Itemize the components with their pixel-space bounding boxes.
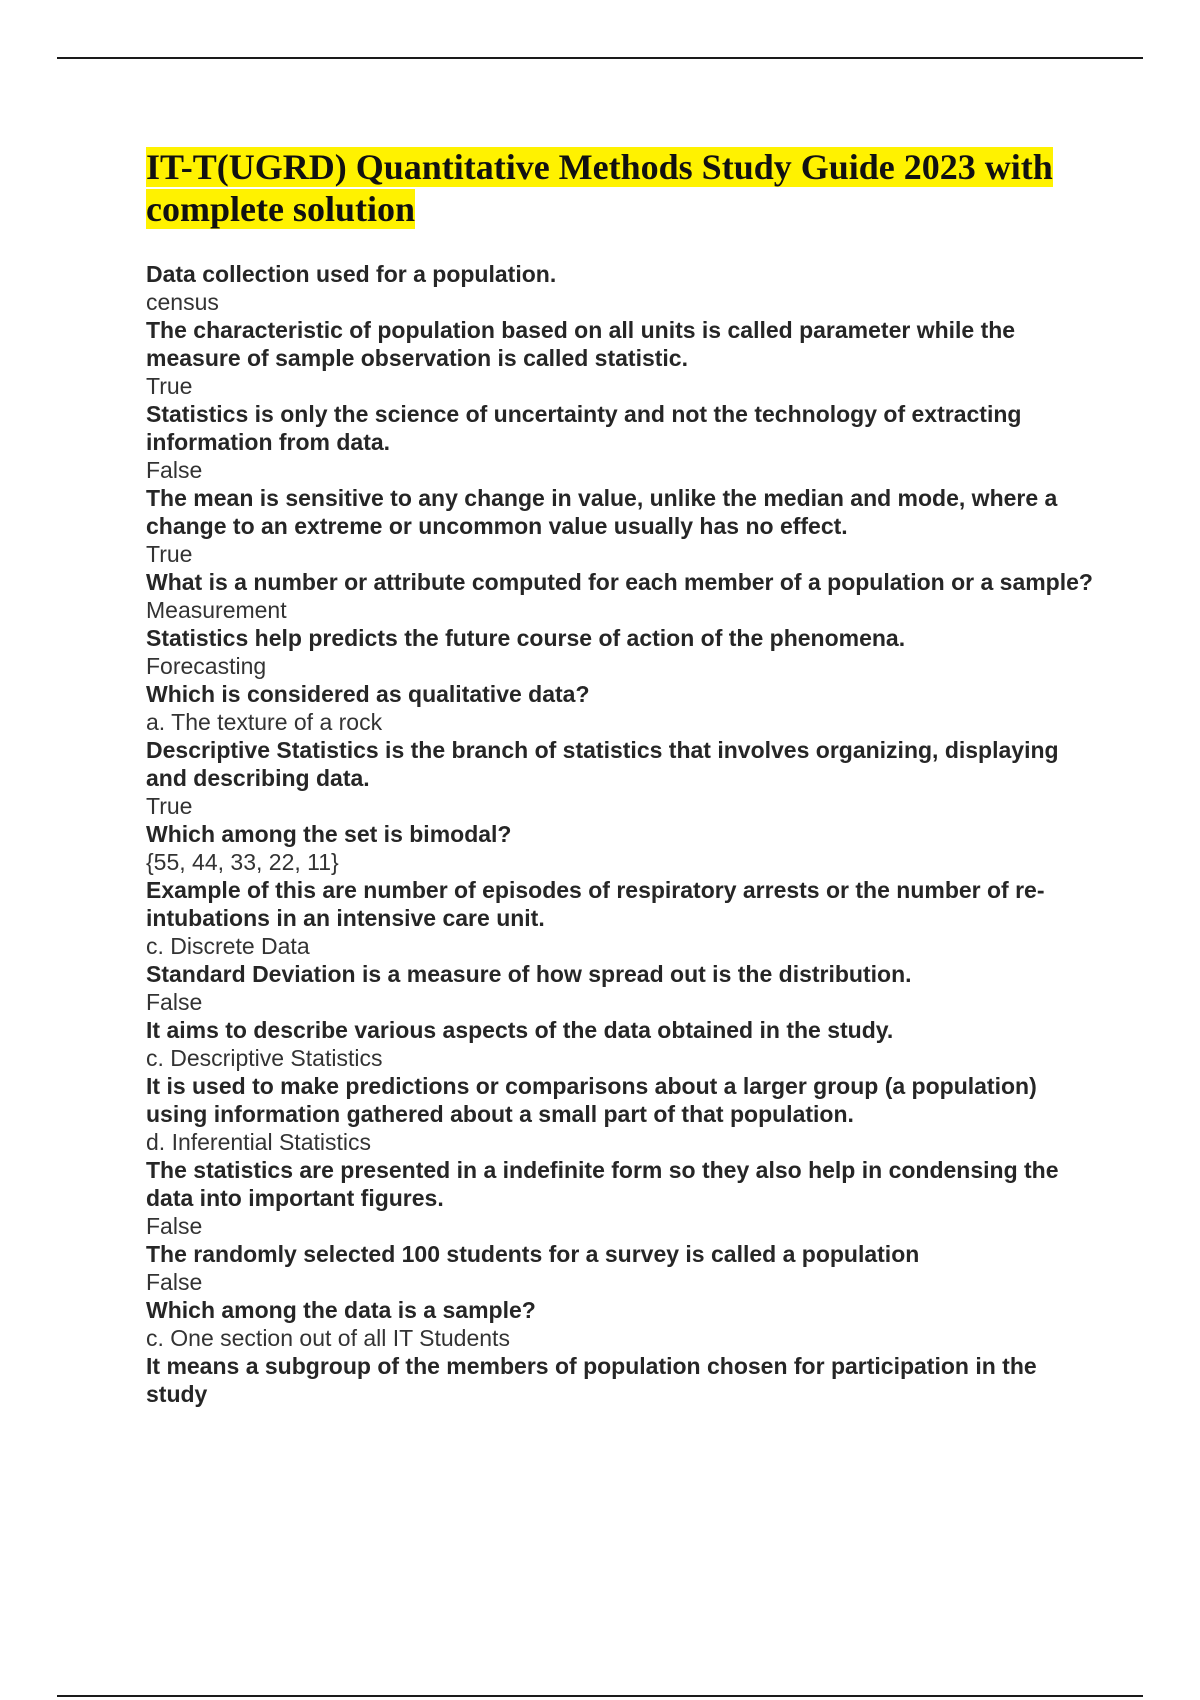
question-text: It is used to make predictions or comparisons about a larger group (a population) using information gathered about a small part of that population. xyxy=(146,1073,1037,1127)
qa-item xyxy=(146,1016,1096,1072)
answer-text: c. Discrete Data xyxy=(146,933,310,959)
answer-text: False xyxy=(146,989,203,1015)
question-text: Standard Deviation is a measure of how spread out is the distribution. xyxy=(146,961,912,987)
question-text: It aims to describe various aspects of the data obtained in the study. xyxy=(146,1017,894,1043)
qa-item xyxy=(146,260,1096,316)
qa-item xyxy=(146,1156,1096,1240)
question-text: Statistics help predicts the future course of action of the phenomena. xyxy=(146,625,906,651)
qa-item xyxy=(146,1240,1096,1296)
qa-item xyxy=(146,484,1096,568)
question-text: Which is considered as qualitative data? xyxy=(146,681,590,707)
answer-text: a. The texture of a rock xyxy=(146,709,383,735)
answer-text: {55, 44, 33, 22, 11} xyxy=(146,849,339,875)
qa-item xyxy=(146,1296,1096,1352)
answer-text: Measurement xyxy=(146,597,287,623)
qa-item xyxy=(146,680,1096,736)
qa-item xyxy=(146,820,1096,876)
qa-item xyxy=(146,624,1096,680)
question-text: The statistics are presented in a indefinite form so they also help in condensing the data into important figures. xyxy=(146,1157,1059,1211)
answer-text: census xyxy=(146,289,219,315)
title-highlight: IT-T(UGRD) Quantitative Methods Study Guide 2023 with complete solution xyxy=(146,147,1053,229)
answer-text: True xyxy=(146,541,193,567)
question-text: It means a subgroup of the members of population chosen for participation in the study xyxy=(146,1353,1037,1407)
top-rule xyxy=(57,57,1143,59)
qa-list xyxy=(146,260,1096,1408)
answer-text: True xyxy=(146,373,193,399)
qa-item xyxy=(146,736,1096,820)
bottom-rule xyxy=(57,1695,1143,1697)
qa-item xyxy=(146,876,1096,960)
question-text: The mean is sensitive to any change in value, unlike the median and mode, where a change to an extreme or uncommon value usually has no effect. xyxy=(146,485,1058,539)
question-text: What is a number or attribute computed for each member of a population or a sample? xyxy=(146,569,1093,595)
document-title xyxy=(146,146,1096,230)
question-text: Data collection used for a population. xyxy=(146,261,557,287)
question-text: Which among the set is bimodal? xyxy=(146,821,512,847)
qa-item xyxy=(146,1072,1096,1156)
answer-text: False xyxy=(146,457,203,483)
document-body xyxy=(146,146,1096,1408)
answer-text: c. Descriptive Statistics xyxy=(146,1045,383,1071)
question-text: Statistics is only the science of uncertainty and not the technology of extracting information from data. xyxy=(146,401,1022,455)
answer-text: False xyxy=(146,1213,203,1239)
qa-item xyxy=(146,316,1096,400)
question-text: The characteristic of population based on all units is called parameter while the measure of sample observation is called statistic. xyxy=(146,317,1016,371)
answer-text: c. One section out of all IT Students xyxy=(146,1325,510,1351)
question-text: Example of this are number of episodes of respiratory arrests or the number of re-intubations in an intensive care unit. xyxy=(146,877,1045,931)
answer-text: True xyxy=(146,793,193,819)
question-text: Descriptive Statistics is the branch of statistics that involves organizing, displaying and describing data. xyxy=(146,737,1059,791)
qa-item xyxy=(146,1352,1096,1408)
answer-text: Forecasting xyxy=(146,653,267,679)
answer-text: d. Inferential Statistics xyxy=(146,1129,371,1155)
answer-text: False xyxy=(146,1269,203,1295)
qa-item xyxy=(146,960,1096,1016)
question-text: Which among the data is a sample? xyxy=(146,1297,536,1323)
qa-item xyxy=(146,400,1096,484)
qa-item xyxy=(146,568,1096,624)
question-text: The randomly selected 100 students for a survey is called a population xyxy=(146,1241,920,1267)
